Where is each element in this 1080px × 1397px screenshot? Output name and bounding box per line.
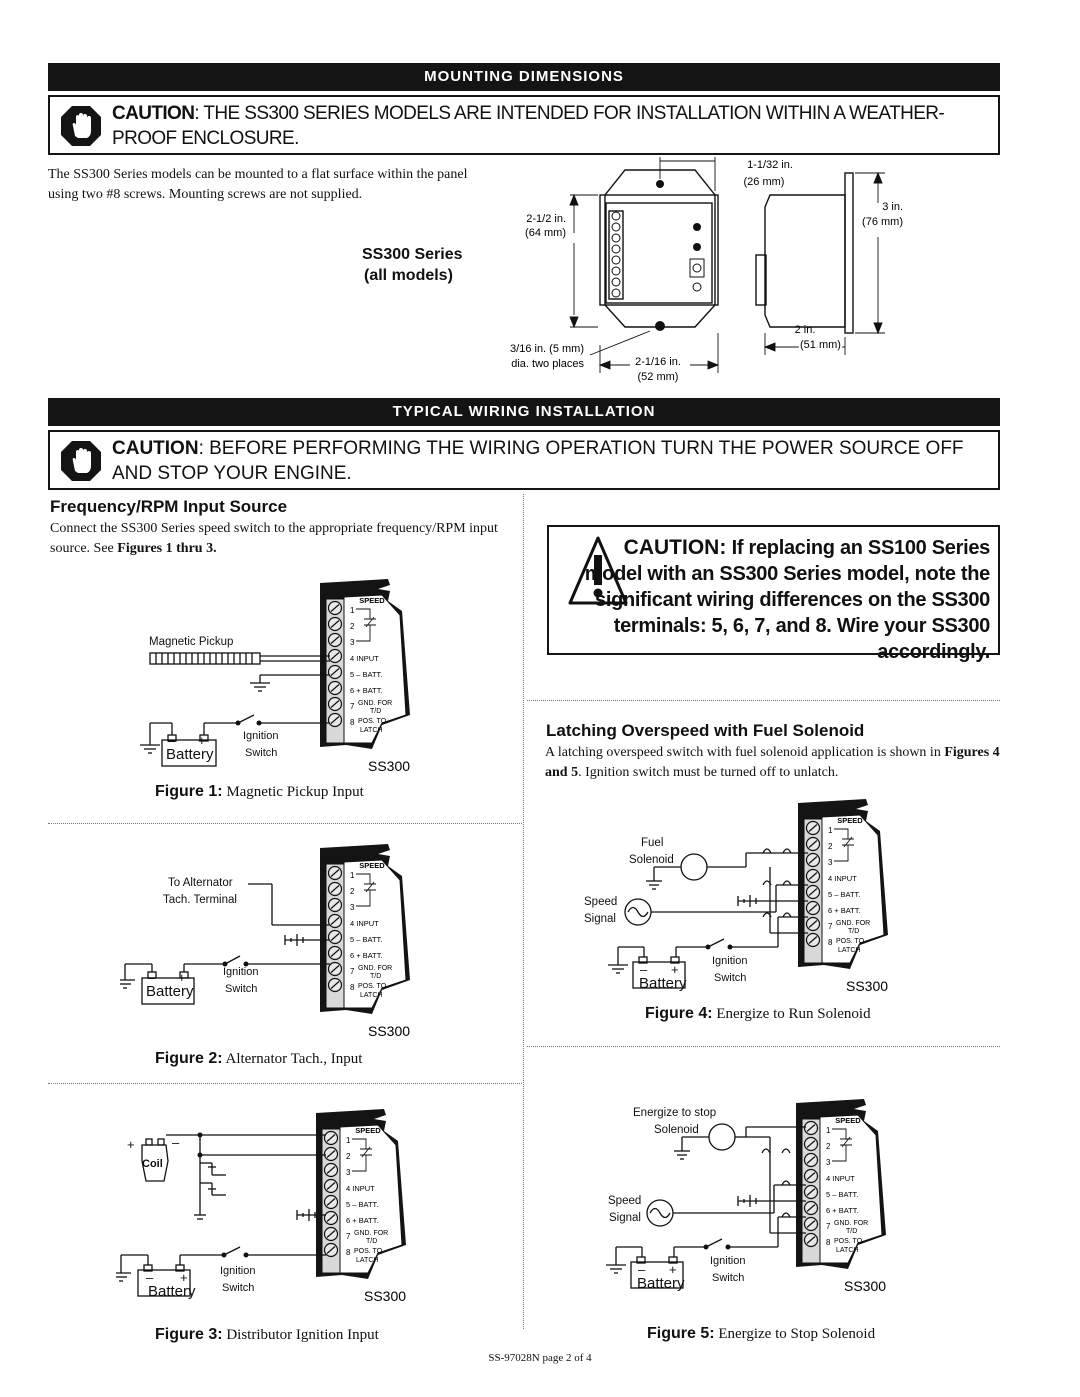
terminal-5-label: 5 – BATT. [828, 890, 861, 899]
terminal-7-number: 7 [826, 1222, 831, 1231]
terminal-7-number: 7 [828, 922, 833, 931]
terminal-7-label-b: T/D [366, 1238, 378, 1245]
terminal-1-label: 1 [826, 1126, 831, 1135]
magnetic-pickup-label: Magnetic Pickup [149, 636, 234, 648]
terminal-8-label-b: LATCH [360, 992, 383, 999]
battery-plus: + [669, 1262, 677, 1277]
coil-minus: + [127, 1137, 135, 1152]
big-caution-line1: If replacing an SS100 Series [731, 537, 990, 559]
battery-plus: + [178, 970, 186, 985]
terminal-3-label: 3 [350, 903, 355, 912]
switch-label: Switch [225, 983, 258, 995]
terminal-3-label: 3 [828, 858, 833, 867]
speed-label: Speed [608, 1195, 642, 1207]
model-label: SS300 [846, 978, 889, 994]
big-caution-line4: terminals: 5, 6, 7, and 8. Wire your SS300 accordingly. [613, 615, 990, 663]
terminal-7-label-b: T/D [370, 973, 382, 980]
latching-text-c: . Ignition switch must be turned off to unlatch. [578, 765, 839, 780]
ignition-label: Ignition [243, 730, 279, 742]
model-label: SS300 [368, 1023, 411, 1039]
speed-label: SPEED [837, 816, 863, 825]
terminal-1-label: 1 [828, 826, 833, 835]
figure-3-label: Figure 3: [155, 1326, 223, 1343]
terminal-8-label-b: LATCH [838, 947, 861, 954]
fuel-label: Fuel [641, 837, 664, 849]
column-divider [523, 494, 524, 1329]
mounting-text: The SS300 Series models can be mounted to a flat surface within the panel using two #8 screws. Mounting screws are not supplied. [48, 167, 468, 202]
figure-4-wiring [598, 795, 808, 1010]
figure-divider [48, 823, 522, 824]
terminal-4-label: 4 INPUT [346, 1184, 375, 1193]
figure-4-text: Energize to Run Solenoid [712, 1006, 871, 1022]
caution-text: : THE SS300 SERIES MODELS ARE INTENDED FOR INSTALLATION WITHIN A WEATHER-PROOF ENCLOSURE. [112, 103, 945, 149]
terminal-2-label: 2 [350, 622, 355, 631]
dim-side-mm: (51 mm) [800, 339, 841, 351]
terminal-1-label: 1 [350, 606, 355, 615]
figure-3-caption [155, 1326, 379, 1344]
figure-4-label: Figure 4: [645, 1005, 713, 1022]
freq-title: Frequency/RPM Input Source [50, 497, 288, 516]
mounting-dimensions-drawing [500, 155, 910, 387]
figure-5-caption [647, 1325, 875, 1343]
terminal-7-label-b: T/D [846, 1228, 858, 1235]
figure-2-caption [155, 1050, 362, 1068]
figure-1-label: Figure 1: [155, 783, 223, 800]
terminal-6-label: 6 + BATT. [346, 1216, 379, 1225]
big-caution-label: CAUTION: [623, 536, 727, 559]
mounting-dimensions-header: MOUNTING DIMENSIONS [48, 63, 1000, 91]
dim-side-in: 2 in. [794, 324, 816, 336]
ignition-label: Ignition [223, 966, 259, 978]
energize-stop-label: Energize to stop [633, 1107, 717, 1119]
model-label: SS300 [844, 1278, 887, 1294]
terminal-8-number: 8 [826, 1238, 831, 1247]
figure-5-label: Figure 5: [647, 1325, 715, 1342]
figure-divider [527, 1046, 1000, 1047]
terminal-2-label: 2 [828, 842, 833, 851]
terminal-7-label-a: GND. FOR [836, 920, 871, 927]
stop-hand-icon [60, 105, 102, 147]
terminal-7-label-b: T/D [370, 708, 382, 715]
alternator-label-a: To Alternator [168, 877, 233, 889]
speed-label: SPEED [359, 596, 385, 605]
figure-2-label: Figure 2: [155, 1050, 223, 1067]
switch-label: Switch [712, 1272, 745, 1284]
switch-label: Switch [222, 1282, 255, 1294]
dim-height-in: 2-1/2 in. [526, 213, 566, 225]
terminal-8-number: 8 [350, 718, 355, 727]
terminal-3-label: 3 [346, 1168, 351, 1177]
terminal-5-label: 5 – BATT. [350, 670, 383, 679]
terminal-6-label: 6 + BATT. [350, 951, 383, 960]
figure-divider [48, 1083, 522, 1084]
battery-minus: – [640, 962, 648, 977]
big-caution-line3: significant wiring differences on the SS300 [595, 589, 990, 611]
terminal-8-number: 8 [350, 983, 355, 992]
terminal-3-label: 3 [826, 1158, 831, 1167]
dim-flange-mm: (76 mm) [862, 216, 903, 228]
figure-5-text: Energize to Stop Solenoid [714, 1326, 876, 1342]
terminal-8-label-a: POS. TO [354, 1248, 383, 1255]
terminal-8-label-b: LATCH [360, 727, 383, 734]
terminal-7-number: 7 [346, 1232, 351, 1241]
dim-height-mm: (64 mm) [525, 227, 566, 239]
terminal-8-number: 8 [828, 938, 833, 947]
terminal-8-label-b: LATCH [836, 1247, 859, 1254]
terminal-2-label: 2 [346, 1152, 351, 1161]
battery-minus: – [638, 1262, 646, 1277]
terminal-4-label: 4 INPUT [350, 654, 379, 663]
terminal-4-label: 4 INPUT [350, 919, 379, 928]
solenoid-label: Solenoid [654, 1124, 699, 1136]
terminal-8-label-a: POS. TO [836, 938, 865, 945]
terminal-6-label: 6 + BATT. [828, 906, 861, 915]
figure-2-wiring [120, 840, 330, 1055]
dim-depth-mm: (26 mm) [743, 176, 785, 188]
dim-depth-in: 1-1/32 in. [747, 159, 793, 171]
figure-3-text: Distributor Ignition Input [222, 1327, 379, 1343]
terminal-7-label-a: GND. FOR [834, 1220, 869, 1227]
signal-label: Signal [609, 1212, 641, 1224]
figure-1-text: Magnetic Pickup Input [222, 784, 364, 800]
dim-hole-in: 3/16 in. (5 mm) [510, 343, 584, 355]
battery-label: Battery [148, 1283, 196, 1300]
freq-text-a: Connect the SS300 Series speed switch to the appropriate frequency/RPM input source. See [50, 521, 498, 556]
stop-hand-icon [60, 440, 102, 482]
model-label: SS300 [368, 758, 411, 774]
dim-flange-in: 3 in. [882, 201, 903, 213]
model-line2: all models [369, 267, 448, 284]
coil-plus: – [172, 1135, 180, 1150]
latching-title: Latching Overspeed with Fuel Solenoid [546, 721, 865, 740]
terminal-2-label: 2 [350, 887, 355, 896]
freq-text [50, 519, 520, 559]
terminal-7-number: 7 [350, 702, 355, 711]
latching-text-a: A latching overspeed switch with fuel solenoid application is shown in [545, 745, 945, 760]
terminal-7-label-b: T/D [848, 928, 860, 935]
ignition-label: Ignition [220, 1265, 256, 1277]
page-footer: SS-97028N page 2 of 4 [488, 1352, 592, 1364]
terminal-8-number: 8 [346, 1248, 351, 1257]
terminal-1-label: 1 [350, 871, 355, 880]
ignition-label: Ignition [710, 1255, 746, 1267]
battery-plus: + [180, 1270, 188, 1285]
model-line1: SS300 Series [362, 246, 463, 263]
speed-label: Speed [584, 896, 618, 908]
terminal-7-label-a: GND. FOR [354, 1230, 389, 1237]
terminal-5-label: 5 – BATT. [346, 1200, 379, 1209]
ignition-label: Ignition [712, 955, 748, 967]
model-label: SS300 Series (all models) [362, 246, 463, 284]
latching-text-b: Figures 4 and 5 [545, 745, 1000, 780]
terminal-7-label-a: GND. FOR [358, 700, 393, 707]
battery-minus: – [148, 970, 156, 985]
battery-plus: + [198, 733, 206, 748]
caution-text: : BEFORE PERFORMING THE WIRING OPERATION TURN THE POWER SOURCE OFF AND STOP YOUR ENGINE. [112, 438, 964, 484]
dim-width-in: 2-1/16 in. [635, 356, 681, 368]
terminal-8-label-a: POS. TO [358, 983, 387, 990]
signal-label: Signal [584, 913, 616, 925]
terminal-5-label: 5 – BATT. [826, 1190, 859, 1199]
dim-width-mm: (52 mm) [637, 371, 679, 383]
wiring-installation-header: TYPICAL WIRING INSTALLATION [48, 398, 1000, 426]
terminal-8-label-a: POS. TO [834, 1238, 863, 1245]
figure-1-caption [155, 783, 364, 801]
terminal-4-label: 4 INPUT [828, 874, 857, 883]
switch-label: Switch [245, 747, 278, 759]
replacement-caution-box [547, 525, 1000, 663]
caution-label: CAUTION [112, 103, 195, 124]
figure-1-wiring [120, 575, 330, 790]
solenoid-label: Solenoid [629, 854, 674, 866]
battery-label: Battery [639, 975, 687, 992]
speed-label: SPEED [355, 1126, 381, 1135]
speed-label: SPEED [359, 861, 385, 870]
speed-label: SPEED [835, 1116, 861, 1125]
terminal-2-label: 2 [826, 1142, 831, 1151]
battery-minus: – [168, 733, 176, 748]
terminal-8-label-a: POS. TO [358, 718, 387, 725]
terminal-4-label: 4 INPUT [826, 1174, 855, 1183]
figure-4-caption [645, 1005, 871, 1023]
model-label: SS300 [364, 1288, 407, 1304]
freq-text-b: Figures 1 thru 3. [117, 541, 217, 556]
battery-label: Battery [637, 1275, 685, 1292]
caution-box-enclosure [48, 95, 1000, 155]
caution-label: CAUTION [112, 438, 199, 459]
terminal-3-label: 3 [350, 638, 355, 647]
terminal-7-number: 7 [350, 967, 355, 976]
battery-minus: – [146, 1270, 154, 1285]
battery-label: Battery [166, 746, 214, 763]
battery-label: Battery [146, 983, 194, 1000]
terminal-6-label: 6 + BATT. [350, 686, 383, 695]
terminal-7-label-a: GND. FOR [358, 965, 393, 972]
big-caution-line2: model with an SS300 Series model, note the [584, 563, 990, 585]
alternator-label-b: Tach. Terminal [163, 894, 237, 906]
terminal-8-label-b: LATCH [356, 1257, 379, 1264]
switch-label: Switch [714, 972, 747, 984]
dim-hole-note: dia. two places [511, 358, 584, 370]
figure-2-text: Alternator Tach., Input [222, 1051, 363, 1067]
coil-label: Coil [142, 1158, 163, 1170]
terminal-1-label: 1 [346, 1136, 351, 1145]
caution-box-power [48, 430, 1000, 490]
battery-plus: + [671, 962, 679, 977]
latching-text [545, 743, 1001, 783]
figure-divider [527, 700, 1000, 701]
terminal-5-label: 5 – BATT. [350, 935, 383, 944]
terminal-6-label: 6 + BATT. [826, 1206, 859, 1215]
